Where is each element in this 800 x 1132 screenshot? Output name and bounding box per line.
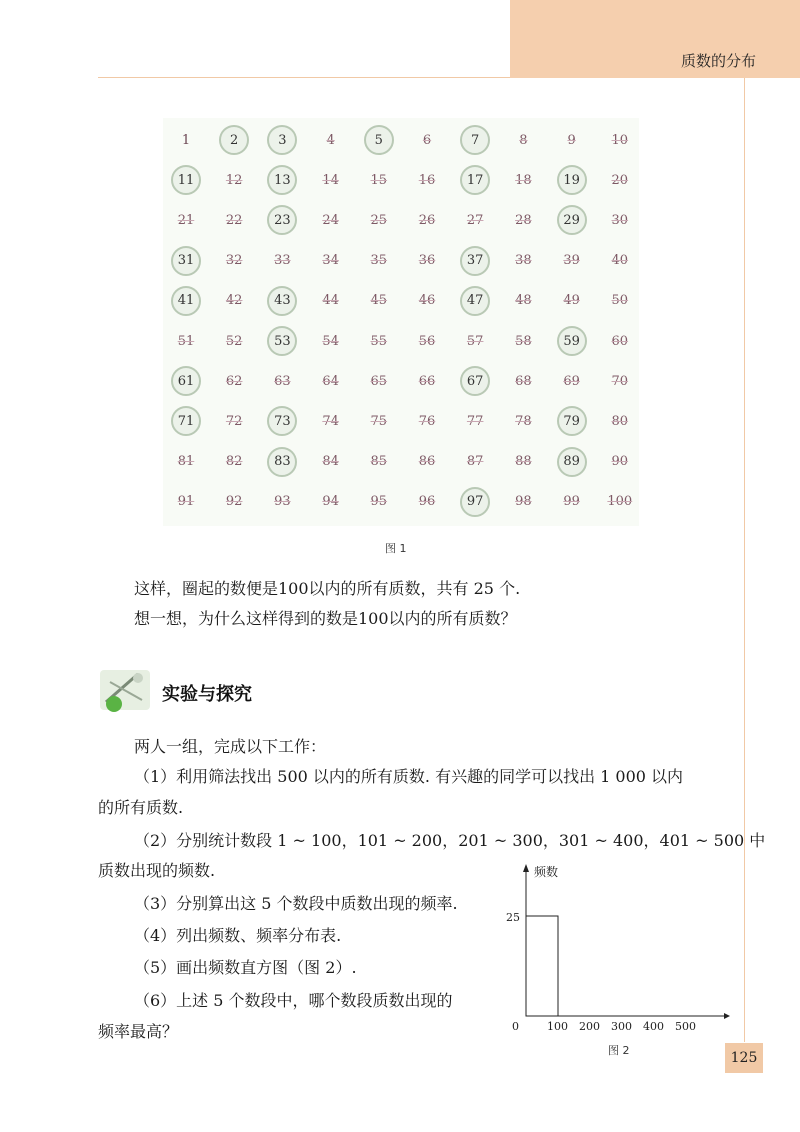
grid-number-5: 5	[364, 125, 394, 155]
grid-number-56: 56	[418, 333, 436, 349]
grid-number-92: 92	[225, 494, 243, 510]
item-2-line1: （2）分别统计数段 1 ~ 100，101 ~ 200，201 ~ 300，301 ~ 400，401 ~ 500 中	[134, 831, 766, 850]
grid-number-30: 30	[611, 212, 629, 228]
experiment-icon	[98, 664, 154, 716]
grid-number-17: 17	[460, 165, 490, 195]
grid-number-11: 11	[171, 165, 201, 195]
grid-number-10: 10	[611, 132, 629, 148]
grid-number-66: 66	[418, 373, 436, 389]
grid-number-32: 32	[225, 253, 243, 269]
grid-number-74: 74	[322, 413, 339, 429]
grid-number-4: 4	[326, 132, 335, 148]
grid-number-15: 15	[370, 172, 388, 188]
grid-number-34: 34	[322, 253, 339, 269]
sieve-grid	[163, 118, 639, 526]
grid-number-75: 75	[370, 413, 388, 429]
grid-number-53: 53	[267, 326, 297, 356]
grid-number-26: 26	[418, 212, 436, 228]
grid-number-82: 82	[225, 454, 243, 470]
grid-number-71: 71	[171, 406, 201, 436]
grid-number-41: 41	[171, 286, 201, 316]
grid-number-61: 61	[171, 366, 201, 396]
grid-number-60: 60	[611, 333, 629, 349]
section-intro: 两人一组，完成以下工作：	[134, 737, 327, 756]
grid-number-59: 59	[557, 326, 587, 356]
grid-number-18: 18	[515, 172, 532, 188]
grid-number-50: 50	[611, 293, 629, 309]
grid-number-69: 69	[563, 373, 580, 389]
grid-number-51: 51	[177, 333, 195, 349]
grid-number-94: 94	[322, 494, 339, 510]
result-sentence: 这样，圈起的数便是100以内的所有质数，共有 25 个.	[134, 579, 521, 598]
x-tick-0: 0	[512, 1020, 519, 1033]
grid-number-67: 67	[460, 366, 490, 396]
grid-number-22: 22	[225, 212, 243, 228]
grid-number-89: 89	[557, 447, 587, 477]
x-tick-500: 500	[675, 1020, 696, 1033]
grid-number-99: 99	[563, 494, 580, 510]
grid-number-6: 6	[422, 132, 432, 148]
section-title: 实验与探究	[162, 684, 252, 705]
x-tick-300: 300	[611, 1020, 632, 1033]
grid-number-63: 63	[274, 373, 291, 389]
grid-number-8: 8	[519, 132, 528, 148]
grid-number-76: 76	[418, 413, 436, 429]
grid-number-91: 91	[177, 494, 195, 510]
x-tick-100: 100	[547, 1020, 568, 1033]
grid-number-73: 73	[267, 406, 297, 436]
header-tab	[510, 0, 800, 78]
grid-number-39: 39	[563, 253, 580, 269]
grid-number-79: 79	[557, 406, 587, 436]
grid-number-52: 52	[225, 333, 243, 349]
grid-number-46: 46	[418, 293, 436, 309]
y-axis-label: 频数	[534, 865, 559, 879]
grid-number-65: 65	[370, 373, 388, 389]
grid-number-42: 42	[225, 293, 243, 309]
grid-number-35: 35	[370, 253, 388, 269]
grid-number-80: 80	[611, 413, 629, 429]
grid-number-12: 12	[225, 172, 243, 188]
x-tick-400: 400	[643, 1020, 664, 1033]
grid-number-21: 21	[177, 212, 195, 228]
grid-number-33: 33	[274, 253, 291, 269]
grid-number-27: 27	[466, 212, 484, 228]
grid-number-55: 55	[370, 333, 388, 349]
grid-number-24: 24	[322, 212, 339, 228]
grid-number-54: 54	[322, 333, 339, 349]
grid-number-57: 57	[466, 333, 484, 349]
grid-number-43: 43	[267, 286, 297, 316]
item-6-line1: （6）上述 5 个数段中，哪个数段质数出现的	[134, 991, 453, 1010]
grid-number-44: 44	[322, 293, 339, 309]
grid-number-72: 72	[225, 413, 243, 429]
grid-number-2: 2	[219, 125, 249, 155]
y-tick-25: 25	[506, 911, 520, 924]
grid-number-37: 37	[460, 246, 490, 276]
item-1-line1: （1）利用筛法找出 500 以内的所有质数. 有兴趣的同学可以找出 1 000 以内	[134, 767, 684, 786]
grid-number-47: 47	[460, 286, 490, 316]
grid-number-93: 93	[274, 494, 291, 510]
grid-number-40: 40	[611, 253, 629, 269]
grid-number-25: 25	[370, 212, 388, 228]
grid-number-20: 20	[611, 172, 629, 188]
page-number: 125	[725, 1043, 763, 1073]
y-axis-arrow	[523, 864, 529, 872]
frequency-histogram	[500, 858, 732, 1058]
figure2-caption: 图 2	[608, 1044, 630, 1057]
grid-number-98: 98	[515, 494, 532, 510]
x-axis-arrow	[724, 1013, 730, 1019]
grid-number-78: 78	[515, 413, 532, 429]
grid-number-14: 14	[322, 172, 339, 188]
grid-number-68: 68	[515, 373, 532, 389]
grid-number-87: 87	[466, 454, 484, 470]
grid-number-97: 97	[460, 487, 490, 517]
grid-number-23: 23	[267, 205, 297, 235]
question-sentence: 想一想，为什么这样得到的数是100以内的所有质数？	[134, 609, 517, 628]
grid-number-3: 3	[267, 125, 297, 155]
grid-number-9: 9	[567, 132, 576, 148]
grid-number-90: 90	[611, 454, 629, 470]
grid-number-85: 85	[370, 454, 388, 470]
grid-number-1: 1	[181, 132, 191, 148]
grid-number-100: 100	[607, 494, 633, 510]
item-6-line2: 频率最高？	[98, 1022, 179, 1041]
grid-number-96: 96	[418, 494, 436, 510]
margin-rule	[744, 78, 745, 1042]
grid-number-88: 88	[515, 454, 532, 470]
grid-number-81: 81	[177, 454, 195, 470]
x-tick-200: 200	[579, 1020, 600, 1033]
histogram-bar-0-100	[526, 916, 558, 1016]
item-5: （5）画出频数直方图（图 2）.	[134, 958, 357, 977]
grid-number-77: 77	[466, 413, 484, 429]
grid-number-38: 38	[515, 253, 532, 269]
grid-number-64: 64	[322, 373, 339, 389]
grid-number-7: 7	[460, 125, 490, 155]
grid-number-58: 58	[515, 333, 532, 349]
grid-number-45: 45	[370, 293, 388, 309]
grid-number-19: 19	[557, 165, 587, 195]
header-title: 质数的分布	[680, 52, 756, 70]
grid-number-95: 95	[370, 494, 388, 510]
grid-number-28: 28	[515, 212, 532, 228]
grid-number-83: 83	[267, 447, 297, 477]
grid-number-48: 48	[515, 293, 532, 309]
item-3: （3）分别算出这 5 个数段中质数出现的频率.	[134, 894, 458, 913]
grid-number-13: 13	[267, 165, 297, 195]
grid-number-29: 29	[557, 205, 587, 235]
grid-number-31: 31	[171, 246, 201, 276]
grid-number-70: 70	[611, 373, 629, 389]
item-1-line2: 的所有质数.	[98, 798, 184, 817]
grid-number-84: 84	[322, 454, 339, 470]
grid-number-86: 86	[418, 454, 436, 470]
grid-number-49: 49	[563, 293, 580, 309]
grid-number-62: 62	[225, 373, 243, 389]
item-2-line2: 质数出现的频数.	[98, 861, 216, 880]
item-4: （4）列出频数、频率分布表.	[134, 926, 342, 945]
grid-number-16: 16	[418, 172, 436, 188]
grid-number-36: 36	[418, 253, 436, 269]
figure1-caption: 图 1	[385, 542, 407, 555]
header-rule	[98, 77, 510, 78]
